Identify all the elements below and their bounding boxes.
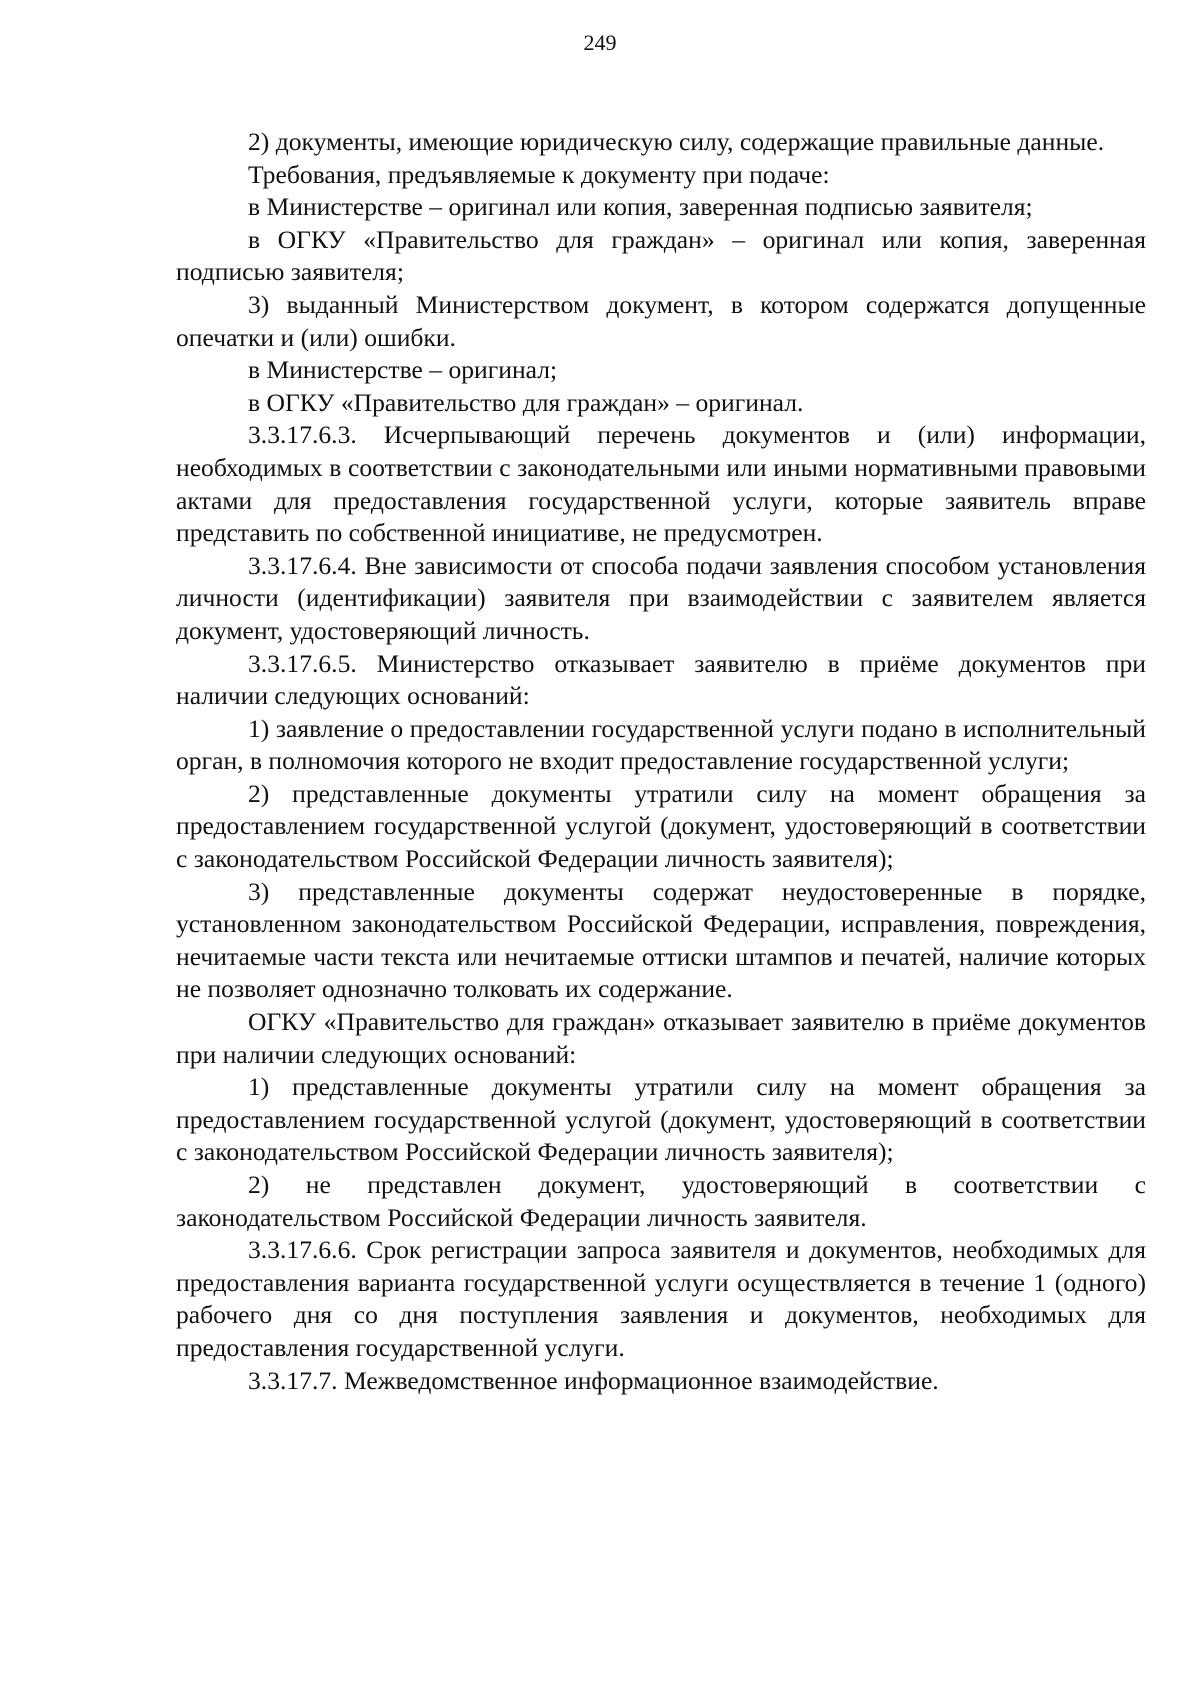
document-body bbox=[176, 126, 1146, 1397]
paragraph-10: 3.3.17.6.5. Министерство отказывает заявителю в приёме документов при наличии следующих оснований: bbox=[176, 648, 1146, 711]
paragraph-1: 2) документы, имеющие юридическую силу, содержащие правильные данные. bbox=[248, 127, 1105, 156]
paragraph-11: 1) заявление о предоставлении государственной услуги подано в исполнительный орган, в полномочия которого не входит предоставление государственной услуги; bbox=[176, 713, 1146, 776]
paragraph-12: 2) представленные документы утратили силу на момент обращения за предоставлением государственной услугой (документ, удостоверяющий в соответствии с законодательством Российской Федерации личность заявителя); bbox=[176, 778, 1146, 874]
paragraph-9: 3.3.17.6.4. Вне зависимости от способа подачи заявления способом установления личности (идентификации) заявителя при взаимодействии с заявителем является документ, удостоверяющий личность. bbox=[176, 550, 1146, 645]
paragraph-7: в ОГКУ «Правительство для граждан» – оригинал. bbox=[248, 387, 804, 417]
paragraph-3: в Министерстве – оригинал или копия, заверенная подписью заявителя; bbox=[248, 192, 1033, 222]
paragraph-5: 3) выданный Министерством документ, в котором содержатся допущенные опечатки и (или) ошибки. bbox=[176, 289, 1146, 352]
paragraph-18: 3.3.17.7. Межведомственное информационное взаимодействие. bbox=[248, 1365, 939, 1395]
paragraph-4: в ОГКУ «Правительство для граждан» – оригинал или копия, заверенная подписью заявителя; bbox=[176, 224, 1146, 287]
paragraph-16: 2) не представлен документ, удостоверяющий в соответствии с законодательством Российской Федерации личность заявителя. bbox=[176, 1170, 1146, 1232]
paragraph-17: 3.3.17.6.6. Срок регистрации запроса заявителя и документов, необходимых для предоставления варианта государственной услуги осуществляется в течение 1 (одного) рабочего дня со дня поступления заявления и документов, необходимых для предоставления государственной услуги. bbox=[176, 1235, 1146, 1362]
paragraph-2: Требования, предъявляемые к документу при подаче: bbox=[248, 159, 830, 189]
page-number: 249 bbox=[583, 30, 617, 55]
paragraph-8: 3.3.17.6.3. Исчерпывающий перечень документов и (или) информации, необходимых в соответствии с законодательными или иными нормативными правовыми актами для предоставления государственной услуги, которые заявитель вправе представить по собственной инициативе, не предусмотрен. bbox=[176, 420, 1146, 548]
paragraph-14: ОГКУ «Правительство для граждан» отказывает заявителю в приёме документов при наличии следующих оснований: bbox=[176, 1007, 1146, 1069]
paragraph-6: в Министерстве – оригинал; bbox=[248, 355, 558, 385]
paragraph-15: 1) представленные документы утратили силу на момент обращения за предоставлением государственной услугой (документ, удостоверяющий в соответствии с законодательством Российской Федерации личность заявителя); bbox=[176, 1072, 1146, 1167]
paragraph-13: 3) представленные документы содержат неудостоверенные в порядке, установленном законодательством Российской Федерации, исправления, повреждения, нечитаемые части текста или нечитаемые оттиски штампов и печатей, наличие которых не позволяет однозначно толковать их содержание. bbox=[176, 876, 1146, 1004]
